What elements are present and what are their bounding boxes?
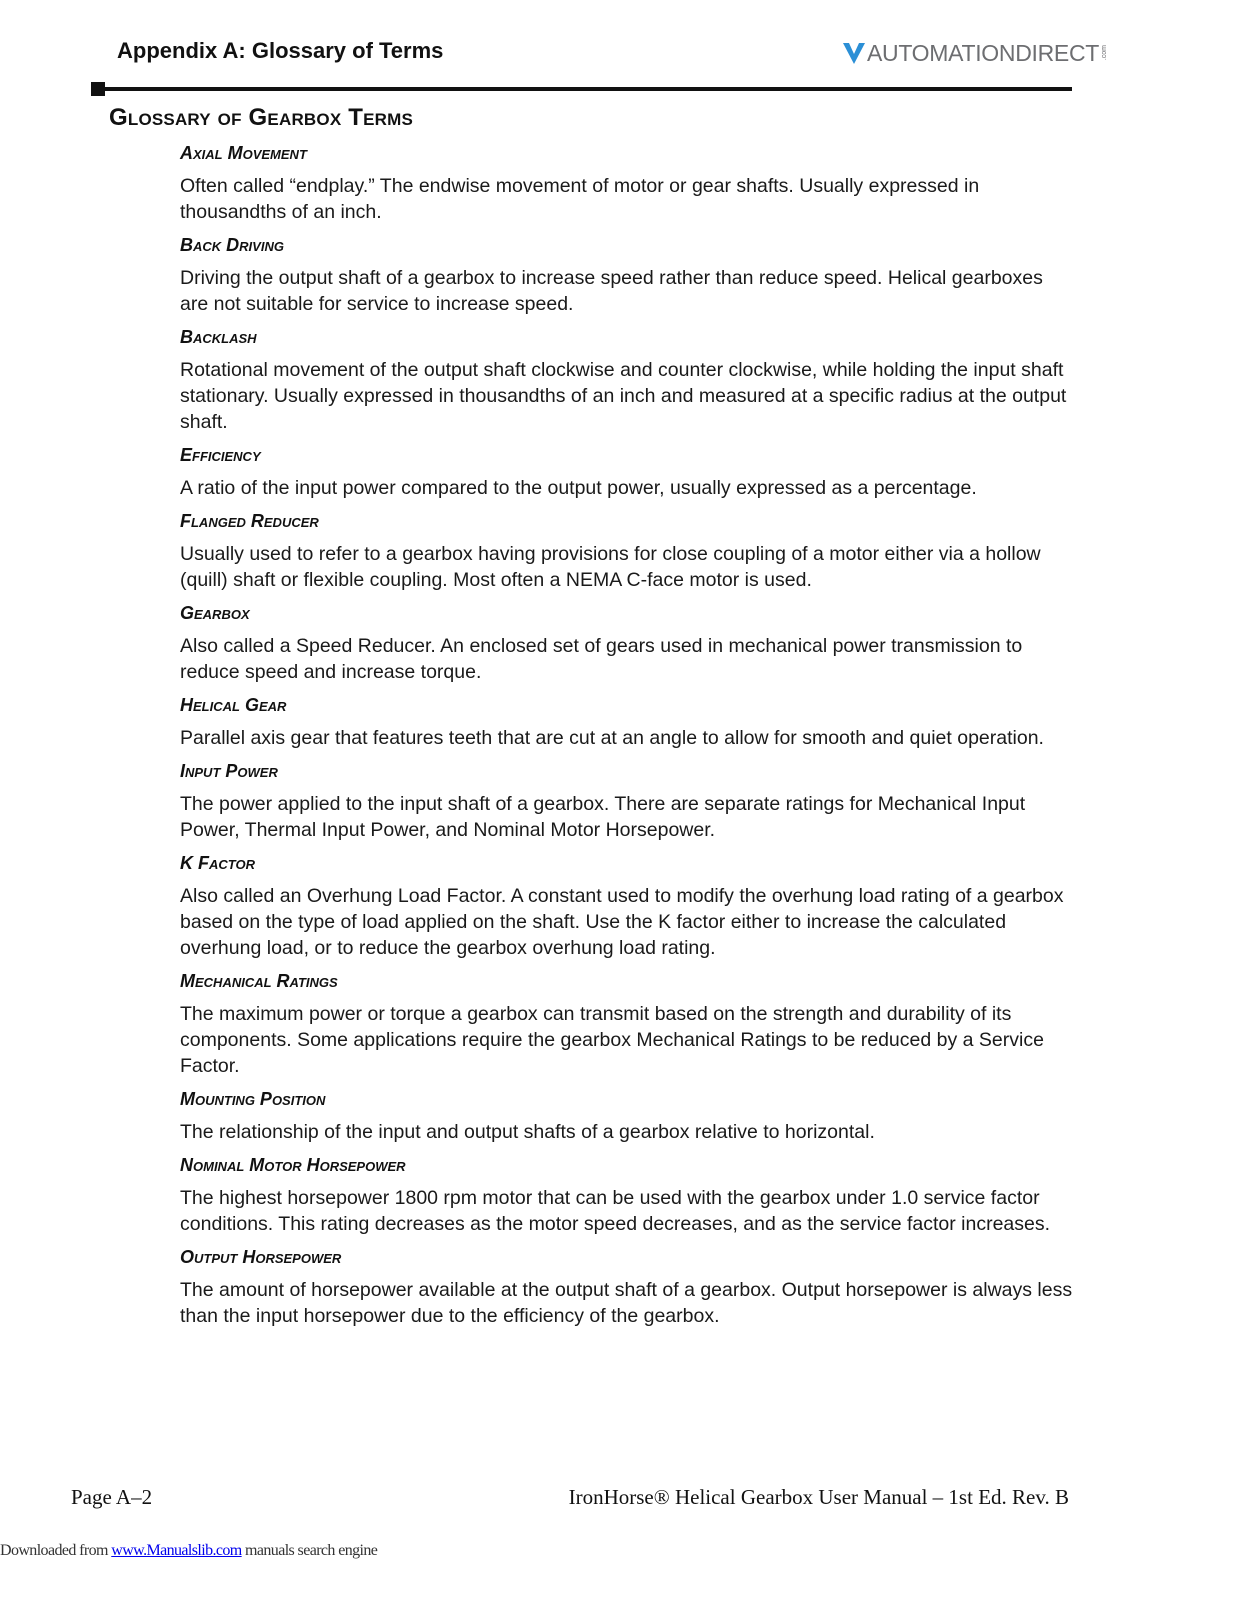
glossary-definition: Usually used to refer to a gearbox having provisions for close coupling of a motor either via a hollow (quill) shaft or flexible coupling. Most often a NEMA C-face motor is used. xyxy=(180,543,1041,591)
glossary-list xyxy=(180,141,1075,1337)
logo-v-icon xyxy=(843,41,865,65)
glossary-definition: Often called “endplay.” The endwise movement of motor or gear shafts. Usually expressed in thousandths of an inch. xyxy=(180,175,980,223)
glossary-entry xyxy=(180,325,1075,435)
glossary-definition: The amount of horsepower available at the output shaft of a gearbox. Output horsepower is always less than the input horsepower due to the efficiency of the gearbox. xyxy=(180,1279,1073,1327)
glossary-term: Mounting Position xyxy=(180,1089,326,1109)
glossary-term: Flanged Reducer xyxy=(180,511,319,531)
glossary-definition: The relationship of the input and output shafts of a gearbox relative to horizontal. xyxy=(180,1121,875,1143)
glossary-entry xyxy=(180,693,1075,751)
glossary-term: Gearbox xyxy=(180,603,250,623)
glossary-term: Output Horsepower xyxy=(180,1247,342,1267)
glossary-term: Helical Gear xyxy=(180,695,287,715)
glossary-definition: Also called an Overhung Load Factor. A constant used to modify the overhung load rating of a gearbox based on the type of load applied on the shaft. Use the K factor either to increase the calculated overhung load, or to reduce the gearbox overhung load rating. xyxy=(180,885,1064,959)
logo-text: AUTOMATIONDIRECT xyxy=(867,39,1100,66)
glossary-definition: Parallel axis gear that features teeth that are cut at an angle to allow for smooth and quiet operation. xyxy=(180,727,1044,749)
glossary-term: Back Driving xyxy=(180,235,284,255)
glossary-entry xyxy=(180,233,1075,317)
glossary-term: Efficiency xyxy=(180,445,261,465)
glossary-term: Axial Movement xyxy=(180,143,307,163)
manual-title: IronHorse® Helical Gearbox User Manual – 1st Ed. Rev. B xyxy=(568,1485,1069,1509)
glossary-term: Backlash xyxy=(180,327,257,347)
download-notice xyxy=(0,1542,377,1560)
glossary-entry xyxy=(180,969,1075,1079)
glossary-definition: A ratio of the input power compared to the output power, usually expressed as a percentage. xyxy=(180,477,977,499)
glossary-entry xyxy=(180,509,1075,593)
glossary-definition: Driving the output shaft of a gearbox to increase speed rather than reduce speed. Helical gearboxes are not suitable for service to increase speed. xyxy=(180,267,1043,315)
glossary-entry xyxy=(180,1087,1075,1145)
glossary-term: K Factor xyxy=(180,853,255,873)
glossary-term: Nominal Motor Horsepower xyxy=(180,1155,406,1175)
glossary-term: Mechanical Ratings xyxy=(180,971,338,991)
glossary-entry xyxy=(180,759,1075,843)
automationdirect-logo xyxy=(843,38,1108,68)
glossary-entry xyxy=(180,1153,1075,1237)
download-suffix: manuals search engine xyxy=(241,1542,378,1559)
manualslib-link[interactable]: www.Manualslib.com xyxy=(111,1542,242,1559)
logo-suffix: .com xyxy=(1101,45,1109,61)
section-title: Glossary of Gearbox Terms xyxy=(109,104,414,131)
download-prefix: Downloaded from xyxy=(0,1542,112,1559)
page-number: Page A–2 xyxy=(71,1485,153,1509)
glossary-term: Input Power xyxy=(180,761,278,781)
glossary-entry xyxy=(180,601,1075,685)
page-header-title: Appendix A: Glossary of Terms xyxy=(117,38,444,63)
glossary-definition: The power applied to the input shaft of a gearbox. There are separate ratings for Mechanical Input Power, Thermal Input Power, and Nominal Motor Horsepower. xyxy=(180,793,1026,841)
glossary-definition: Rotational movement of the output shaft clockwise and counter clockwise, while holding the input shaft stationary. Usually expressed in thousandths of an inch and measured at a specific radius at the output shaft. xyxy=(180,359,1067,433)
glossary-definition: The highest horsepower 1800 rpm motor that can be used with the gearbox under 1.0 service factor conditions. This rating decreases as the motor speed decreases, and as the service factor increases. xyxy=(180,1187,1051,1235)
glossary-entry xyxy=(180,851,1075,961)
glossary-entry xyxy=(180,1245,1075,1329)
glossary-definition: Also called a Speed Reducer. An enclosed set of gears used in mechanical power transmission to reduce speed and increase torque. xyxy=(180,635,1023,683)
glossary-entry xyxy=(180,443,1075,501)
glossary-definition: The maximum power or torque a gearbox can transmit based on the strength and durability of its components. Some applications require the gearbox Mechanical Ratings to be reduced by a Service Factor. xyxy=(180,1003,1044,1077)
glossary-entry xyxy=(180,141,1075,225)
header-rule xyxy=(97,87,1072,91)
